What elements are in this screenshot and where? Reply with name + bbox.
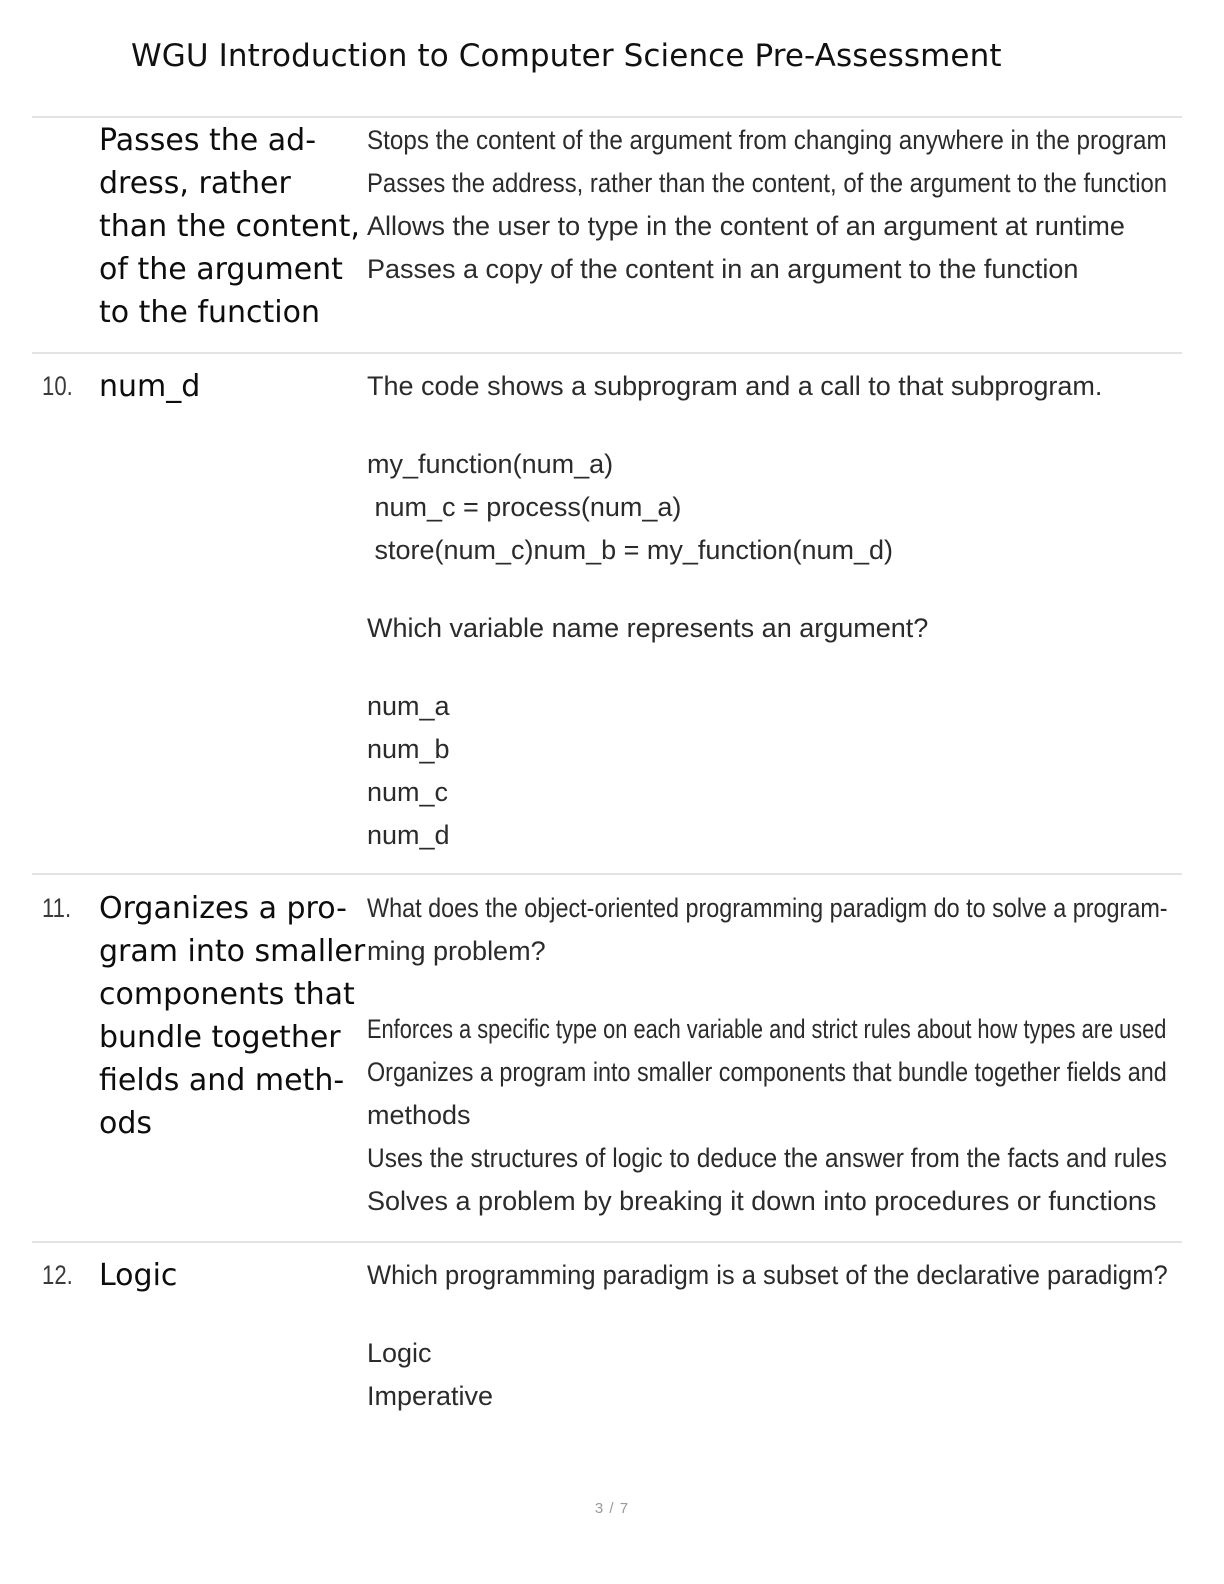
card-term <box>99 365 367 408</box>
answer-option: Uses the structures of logic to deduce the answer from the facts and rules <box>367 1143 1167 1173</box>
term-line: Organizes a pro- <box>99 891 347 926</box>
card-number: 12. <box>42 1260 73 1290</box>
spacer <box>367 572 1167 607</box>
question-text: ming problem? <box>367 936 546 966</box>
divider <box>32 1241 1182 1243</box>
term-line: dress, rather <box>99 166 291 201</box>
term-line: bundle together <box>99 1020 341 1055</box>
page-number: 3 / 7 <box>594 1500 630 1517</box>
answer-option: num_a <box>367 691 450 721</box>
card-definition <box>367 1254 1167 1418</box>
divider <box>32 873 1182 875</box>
answer-option: methods <box>367 1100 471 1130</box>
spacer <box>367 650 1167 685</box>
code-line: num_c = process(num_a) <box>367 492 682 522</box>
answer-option: Passes the address, rather than the content, of the argument to the function <box>367 168 1168 198</box>
term-line: of the argument <box>99 252 343 287</box>
card-number: 10. <box>42 371 73 401</box>
answer-option: Enforces a specific type on each variable and strict rules about how types are used <box>367 1014 1167 1044</box>
answer-option: Logic <box>367 1338 432 1368</box>
spacer <box>367 408 1167 443</box>
page-title: WGU Introduction to Computer Science Pre-Assessment <box>131 38 1002 74</box>
term-line: fields and meth- <box>99 1063 345 1098</box>
question-text: The code shows a subprogram and a call to that subprogram. <box>367 371 1103 401</box>
spacer <box>367 973 1167 1008</box>
answer-option: Imperative <box>367 1381 494 1411</box>
card-term <box>99 119 367 334</box>
question-text: Which variable name represents an argument? <box>367 613 929 643</box>
question-text: Which programming paradigm is a subset of the declarative paradigm? <box>367 1260 1168 1290</box>
card-definition <box>367 119 1167 291</box>
card-definition <box>367 365 1167 857</box>
card-number: 11. <box>42 893 72 923</box>
answer-option: num_d <box>367 820 450 850</box>
term-line: num_d <box>99 369 201 404</box>
term-line: to the function <box>99 295 320 330</box>
card-definition <box>367 887 1167 1223</box>
answer-option: num_b <box>367 734 450 764</box>
term-line: Passes the ad- <box>99 123 317 158</box>
card-term <box>99 1254 367 1297</box>
code-line: store(num_c)num_b = my_function(num_d) <box>367 535 893 565</box>
term-line: Logic <box>99 1258 178 1293</box>
answer-option: Stops the content of the argument from changing anywhere in the program <box>367 125 1167 155</box>
term-line: gram into smaller <box>99 934 366 969</box>
term-line: components that <box>99 977 355 1012</box>
divider <box>32 352 1182 354</box>
answer-option: Solves a problem by breaking it down into procedures or functions <box>367 1186 1157 1216</box>
answer-option: Allows the user to type in the content of an argument at runtime <box>367 211 1125 241</box>
answer-option: num_c <box>367 777 449 807</box>
term-line: ods <box>99 1106 153 1141</box>
divider <box>32 116 1182 118</box>
spacer <box>367 1297 1167 1332</box>
term-line: than the content, <box>99 209 360 244</box>
card-term <box>99 887 367 1145</box>
question-text: What does the object-oriented programming paradigm do to solve a program- <box>367 893 1168 923</box>
code-line: my_function(num_a) <box>367 449 614 479</box>
answer-option: Passes a copy of the content in an argument to the function <box>367 254 1079 284</box>
answer-option: Organizes a program into smaller components that bundle together fields and <box>367 1057 1167 1087</box>
